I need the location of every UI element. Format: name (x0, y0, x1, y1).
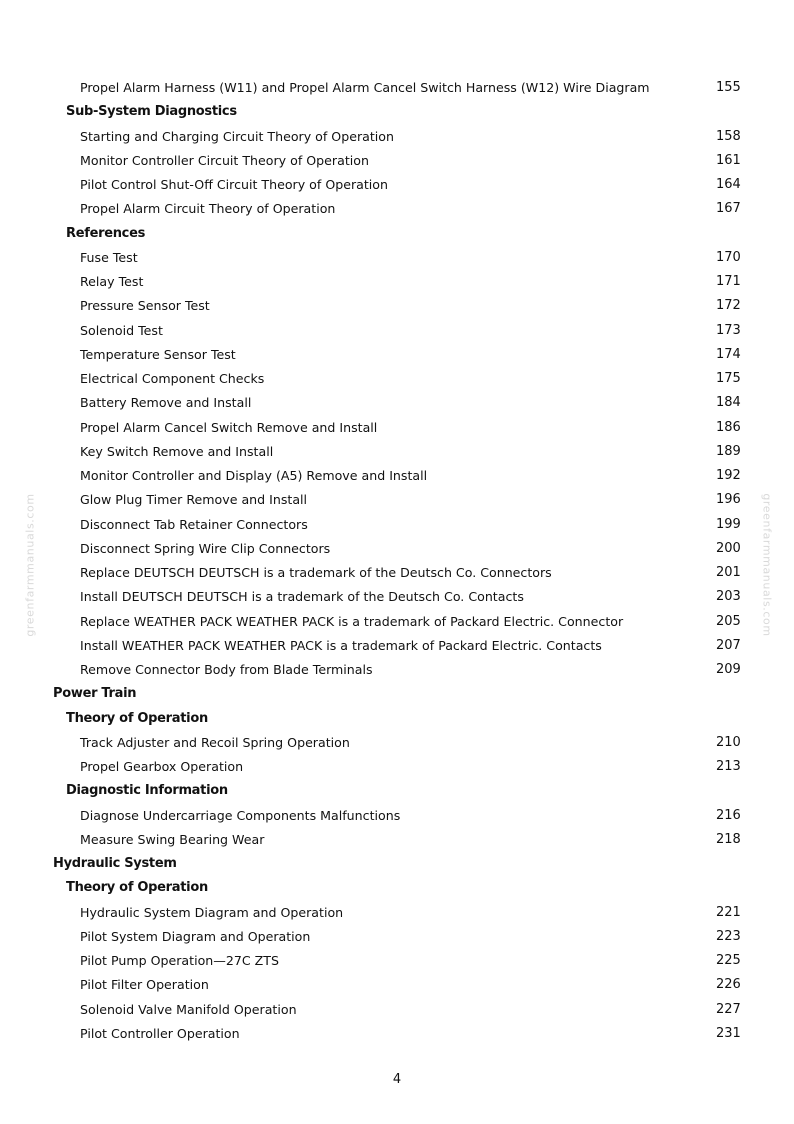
toc-entry-title: Theory of Operation (66, 710, 208, 726)
toc-entry[interactable] (0, 973, 794, 997)
toc-entry-page: 189 (716, 443, 741, 459)
toc-entry-title: Solenoid Valve Manifold Operation (80, 1001, 297, 1017)
watermark-right: greenfarmmanuals.com (760, 493, 774, 637)
toc-entry-page: 173 (716, 322, 741, 338)
toc-entry-title: Propel Alarm Circuit Theory of Operation (80, 201, 336, 217)
toc-entry-page: 223 (716, 928, 741, 944)
toc-entry[interactable] (0, 319, 794, 343)
toc-entry[interactable] (0, 76, 794, 100)
toc-entry-title: Replace WEATHER PACK WEATHER PACK is a trademark of Packard Electric. Connector (80, 613, 624, 629)
toc-entry-page: 210 (716, 734, 741, 750)
toc-entry-page: 164 (716, 177, 741, 192)
toc-entry[interactable] (0, 925, 794, 949)
toc-entry[interactable] (0, 610, 794, 634)
toc-entry-page: 170 (716, 249, 741, 265)
toc-entry[interactable] (0, 173, 794, 197)
toc-entry-title: Pilot Control Shut-Off Circuit Theory of Operation (80, 177, 388, 192)
toc-entry-title: Install DEUTSCH DEUTSCH is a trademark of the Deutsch Co. Contacts (80, 589, 524, 605)
toc-entry-page: 231 (716, 1025, 741, 1041)
toc-entry[interactable] (0, 804, 794, 828)
toc-entry[interactable] (0, 246, 794, 270)
toc-entry-title: Sub-System Diagnostics (66, 104, 237, 120)
toc-entry-page: 213 (716, 759, 741, 774)
toc-entry-title: Key Switch Remove and Install (80, 443, 274, 459)
toc-entry-page: 158 (716, 128, 741, 144)
toc-entry-title: Pressure Sensor Test (80, 298, 210, 314)
toc-entry-page: 225 (716, 953, 741, 968)
toc-entry-title: Pilot Pump Operation—27C ZTS (80, 953, 279, 968)
toc-entry-page: 201 (716, 565, 741, 580)
toc-section-heading[interactable] (0, 852, 794, 876)
toc-entry-page: 199 (716, 516, 741, 532)
toc-entry[interactable] (0, 901, 794, 925)
toc-entry[interactable] (0, 270, 794, 294)
toc-entry-title: Diagnose Undercarriage Components Malfunctions (80, 807, 401, 823)
toc-entry[interactable] (0, 367, 794, 391)
toc-entry-page: 226 (716, 977, 741, 993)
toc-entry-page: 200 (716, 540, 741, 556)
toc-entry[interactable] (0, 634, 794, 658)
toc-entry-page: 205 (716, 613, 741, 629)
toc-entry-title: Monitor Controller Circuit Theory of Operation (80, 152, 369, 168)
toc-entry-title: Pilot Controller Operation (80, 1025, 240, 1041)
toc-entry[interactable] (0, 488, 794, 512)
toc-entry-title: Pilot System Diagram and Operation (80, 928, 311, 944)
toc-entry[interactable] (0, 755, 794, 779)
toc-entry[interactable] (0, 658, 794, 682)
toc-entry[interactable] (0, 828, 794, 852)
toc-entry-title: Disconnect Spring Wire Clip Connectors (80, 540, 331, 556)
toc-entry[interactable] (0, 343, 794, 367)
toc-entry-title: Theory of Operation (66, 880, 208, 896)
toc-entry-title: Hydraulic System Diagram and Operation (80, 904, 344, 920)
toc-entry-page: 174 (716, 346, 741, 362)
toc-entry-title: Glow Plug Timer Remove and Install (80, 492, 308, 508)
toc-entry[interactable] (0, 998, 794, 1022)
toc-entry-page: 175 (716, 371, 741, 386)
toc-subsection-heading[interactable] (0, 876, 794, 900)
toc-entry[interactable] (0, 1022, 794, 1046)
toc-entry-title: Propel Alarm Harness (W11) and Propel Alarm Cancel Switch Harness (W12) Wire Diagram (80, 80, 650, 95)
toc-entry-title: Power Train (53, 686, 137, 702)
toc-entry-title: Temperature Sensor Test (80, 346, 236, 362)
toc-entry[interactable] (0, 731, 794, 755)
toc-entry-title: Propel Gearbox Operation (80, 759, 244, 774)
toc-subsection-heading[interactable] (0, 222, 794, 246)
toc-entry-title: Battery Remove and Install (80, 395, 252, 411)
toc-entry-page: 155 (716, 80, 741, 95)
toc-entry-title: Hydraulic System (53, 856, 177, 871)
toc-entry-title: Install WEATHER PACK WEATHER PACK is a trademark of Packard Electric. Contacts (80, 637, 602, 653)
toc-entry[interactable] (0, 416, 794, 440)
toc-entry-title: Replace DEUTSCH DEUTSCH is a trademark of the Deutsch Co. Connectors (80, 565, 552, 580)
toc-subsection-heading[interactable] (0, 100, 794, 124)
toc-entry[interactable] (0, 149, 794, 173)
toc-entry-title: Disconnect Tab Retainer Connectors (80, 516, 308, 532)
toc-entry-page: 218 (716, 831, 741, 847)
toc-entry[interactable] (0, 391, 794, 415)
toc-entry-page: 209 (716, 662, 741, 677)
toc-entry-page: 227 (716, 1001, 741, 1017)
page-number: 4 (392, 1072, 402, 1087)
toc-entry[interactable] (0, 949, 794, 973)
toc-entry-title: Solenoid Test (80, 322, 163, 338)
toc-entry-title: Measure Swing Bearing Wear (80, 831, 265, 847)
toc-entry-title: Relay Test (80, 274, 144, 289)
toc-section-heading[interactable] (0, 682, 794, 706)
toc-entry-page: 172 (716, 298, 741, 314)
toc-entry-title: Electrical Component Checks (80, 371, 265, 386)
toc-entry-title: Remove Connector Body from Blade Terminals (80, 662, 373, 677)
toc-entry-page: 167 (716, 201, 741, 217)
toc-entry-page: 203 (716, 589, 741, 605)
toc-entry[interactable] (0, 125, 794, 149)
toc-entry-page: 192 (716, 468, 741, 483)
toc-subsection-heading[interactable] (0, 707, 794, 731)
toc-entry[interactable] (0, 513, 794, 537)
table-of-contents (0, 76, 794, 1046)
watermark-left: greenfarmmanuals.com (23, 493, 37, 637)
toc-entry-title: Monitor Controller and Display (A5) Remove and Install (80, 468, 428, 483)
toc-entry[interactable] (0, 585, 794, 609)
toc-entry-title: References (66, 225, 146, 241)
toc-entry-page: 171 (716, 274, 741, 289)
toc-entry-title: Diagnostic Information (66, 783, 228, 799)
toc-entry[interactable] (0, 294, 794, 318)
toc-entry-page: 186 (716, 419, 741, 435)
toc-entry-page: 216 (716, 807, 741, 823)
toc-entry[interactable] (0, 197, 794, 221)
toc-entry[interactable] (0, 440, 794, 464)
toc-entry-page: 221 (716, 904, 741, 920)
toc-subsection-heading[interactable] (0, 779, 794, 803)
toc-entry[interactable] (0, 561, 794, 585)
toc-entry-title: Pilot Filter Operation (80, 977, 209, 993)
toc-entry[interactable] (0, 464, 794, 488)
toc-entry-title: Propel Alarm Cancel Switch Remove and Install (80, 419, 378, 435)
toc-entry-page: 207 (716, 637, 741, 653)
toc-entry-page: 161 (716, 152, 741, 168)
toc-entry-title: Fuse Test (80, 249, 138, 265)
toc-entry-page: 184 (716, 395, 741, 411)
toc-entry[interactable] (0, 537, 794, 561)
toc-entry-title: Track Adjuster and Recoil Spring Operation (80, 734, 350, 750)
toc-entry-title: Starting and Charging Circuit Theory of Operation (80, 128, 394, 144)
toc-entry-page: 196 (716, 492, 741, 508)
